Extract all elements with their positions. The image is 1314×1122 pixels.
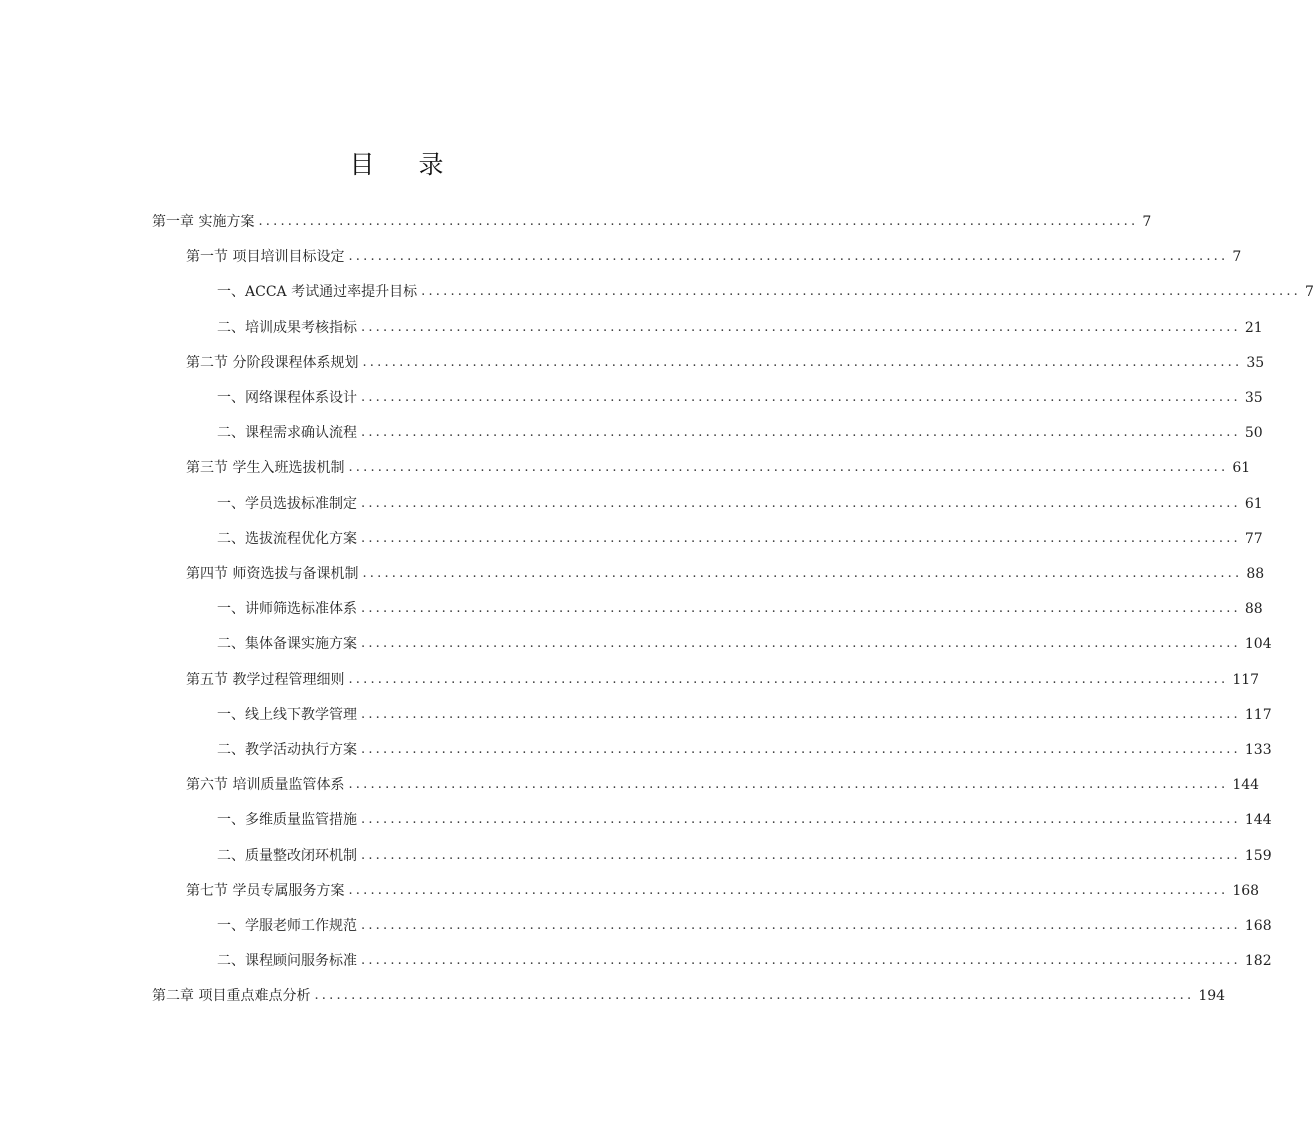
entry-page-number: 182 (1244, 953, 1272, 970)
entry-marker: 二、 (217, 742, 245, 758)
entry-marker: 一、 (217, 284, 245, 301)
entry-page-number: 21 (1244, 319, 1263, 336)
entry-page-number: 7 (1232, 249, 1242, 266)
toc-section-entry[interactable] (186, 668, 1260, 692)
toc-subsection-entry[interactable] (217, 738, 1272, 762)
toc-subsection-entry[interactable] (217, 492, 1263, 516)
entry-marker: 二、 (217, 425, 245, 442)
dot-leader: ........................................................................................................................ (348, 777, 1229, 793)
dot-leader: ........................................................................................................................ (258, 214, 1139, 229)
entry-page-number: 159 (1244, 847, 1272, 864)
entry-label: 第二章 项目重点难点分析 (152, 988, 311, 1005)
toc-subsection-entry[interactable] (217, 280, 1314, 304)
entry-label: 第五节 教学过程管理细则 (186, 671, 345, 688)
entry-page-number: 117 (1232, 671, 1260, 688)
entry-marker: 一、 (217, 918, 245, 934)
toc-chapter-entry[interactable] (152, 210, 1152, 234)
dot-leader: ........................................................................................................................ (361, 953, 1241, 969)
dot-leader: ........................................................................................................................ (348, 460, 1229, 476)
entry-page-number: 168 (1232, 882, 1260, 899)
dot-leader: ........................................................................................................................ (361, 495, 1241, 511)
toc-section-entry[interactable] (186, 456, 1251, 480)
entry-label: 第二节 分阶段课程体系规划 (186, 354, 359, 371)
toc-subsection-entry[interactable] (217, 597, 1263, 621)
toc-section-entry[interactable] (186, 879, 1260, 903)
toc-chapter-entry[interactable] (152, 984, 1226, 1008)
entry-page-number: 77 (1244, 530, 1263, 547)
entry-label: 第六节 培训质量监管体系 (186, 777, 345, 794)
entry-label: 线上线下教学管理 (245, 706, 357, 723)
entry-label: 第七节 学员专属服务方案 (186, 882, 345, 899)
dot-leader: ........................................................................................................................ (361, 319, 1241, 335)
toc-subsection-entry[interactable] (217, 808, 1272, 832)
dot-leader: ........................................................................................................................ (361, 601, 1241, 617)
entry-marker: 一、 (217, 390, 245, 406)
entry-label: 学员选拔标准制定 (245, 495, 357, 512)
entry-page-number: 133 (1244, 742, 1272, 758)
dot-leader: ........................................................................................................................ (361, 742, 1241, 757)
dot-leader: ........................................................................................................................ (348, 882, 1229, 898)
entry-page-number: 35 (1246, 354, 1265, 371)
entry-marker: 二、 (217, 319, 245, 336)
dot-leader: ........................................................................................................................ (421, 284, 1301, 300)
toc-section-entry[interactable] (186, 245, 1242, 269)
dot-leader: ........................................................................................................................ (361, 530, 1241, 546)
toc-title: 目 录 (349, 150, 462, 179)
entry-marker: 二、 (217, 636, 245, 653)
entry-label: 学服老师工作规范 (245, 918, 357, 934)
entry-label: 课程顾问服务标准 (245, 953, 357, 970)
entry-label: 网络课程体系设计 (245, 390, 357, 406)
entry-page-number: 61 (1244, 495, 1263, 512)
dot-leader: ........................................................................................................................ (361, 847, 1241, 863)
entry-label: ACCA 考试通过率提升目标 (245, 284, 418, 301)
entry-label: 第一章 实施方案 (152, 214, 255, 230)
toc-subsection-entry[interactable] (217, 527, 1263, 551)
entry-page-number: 88 (1244, 601, 1263, 618)
entry-page-number: 7 (1142, 214, 1152, 230)
dot-leader: ........................................................................................................................ (348, 671, 1229, 687)
entry-label: 第一节 项目培训目标设定 (186, 249, 345, 266)
entry-page-number: 194 (1198, 988, 1226, 1005)
toc-subsection-entry[interactable] (217, 844, 1272, 868)
entry-page-number: 168 (1244, 918, 1272, 934)
entry-label: 培训成果考核指标 (245, 319, 357, 336)
toc-subsection-entry[interactable] (217, 703, 1272, 727)
toc-subsection-entry[interactable] (217, 421, 1263, 445)
toc-subsection-entry[interactable] (217, 949, 1272, 973)
dot-leader: ........................................................................................................................ (361, 390, 1241, 405)
entry-label: 教学活动执行方案 (245, 742, 357, 758)
toc-section-entry[interactable] (186, 562, 1265, 586)
entry-marker: 一、 (217, 601, 245, 618)
entry-label: 第三节 学生入班选拔机制 (186, 460, 345, 477)
entry-label: 课程需求确认流程 (245, 425, 357, 442)
entry-label: 集体备课实施方案 (245, 636, 357, 653)
entry-marker: 一、 (217, 706, 245, 723)
dot-leader: ........................................................................................................................ (314, 988, 1195, 1004)
dot-leader: ........................................................................................................................ (361, 636, 1241, 652)
entry-page-number: 61 (1232, 460, 1251, 477)
entry-page-number: 104 (1244, 636, 1272, 653)
entry-marker: 二、 (217, 847, 245, 864)
entry-page-number: 50 (1244, 425, 1263, 442)
dot-leader: ........................................................................................................................ (361, 425, 1241, 441)
dot-leader: ........................................................................................................................ (361, 706, 1241, 722)
entry-label: 第四节 师资选拔与备课机制 (186, 566, 359, 582)
dot-leader: ........................................................................................................................ (362, 354, 1243, 370)
toc-subsection-entry[interactable] (217, 316, 1263, 340)
entry-label: 选拔流程优化方案 (245, 530, 357, 547)
dot-leader: ........................................................................................................................ (362, 566, 1243, 581)
entry-page-number: 35 (1244, 390, 1263, 406)
entry-label: 质量整改闭环机制 (245, 847, 357, 864)
entry-marker: 二、 (217, 953, 245, 970)
toc-subsection-entry[interactable] (217, 914, 1272, 938)
dot-leader: ........................................................................................................................ (361, 918, 1241, 933)
toc-subsection-entry[interactable] (217, 632, 1272, 656)
entry-page-number: 88 (1246, 566, 1265, 582)
dot-leader: ........................................................................................................................ (361, 812, 1241, 828)
entry-page-number: 117 (1244, 706, 1272, 723)
entry-marker: 一、 (217, 495, 245, 512)
toc-section-entry[interactable] (186, 351, 1265, 375)
entry-label: 讲师筛选标准体系 (245, 601, 357, 618)
entry-marker: 二、 (217, 530, 245, 547)
entry-label: 多维质量监管措施 (245, 812, 357, 829)
toc-section-entry[interactable] (186, 773, 1260, 797)
dot-leader: ........................................................................................................................ (348, 249, 1229, 265)
toc-subsection-entry[interactable] (217, 386, 1263, 410)
entry-page-number: 144 (1232, 777, 1260, 794)
entry-marker: 一、 (217, 812, 245, 829)
entry-page-number: 7 (1305, 284, 1314, 301)
entry-page-number: 144 (1244, 812, 1272, 829)
